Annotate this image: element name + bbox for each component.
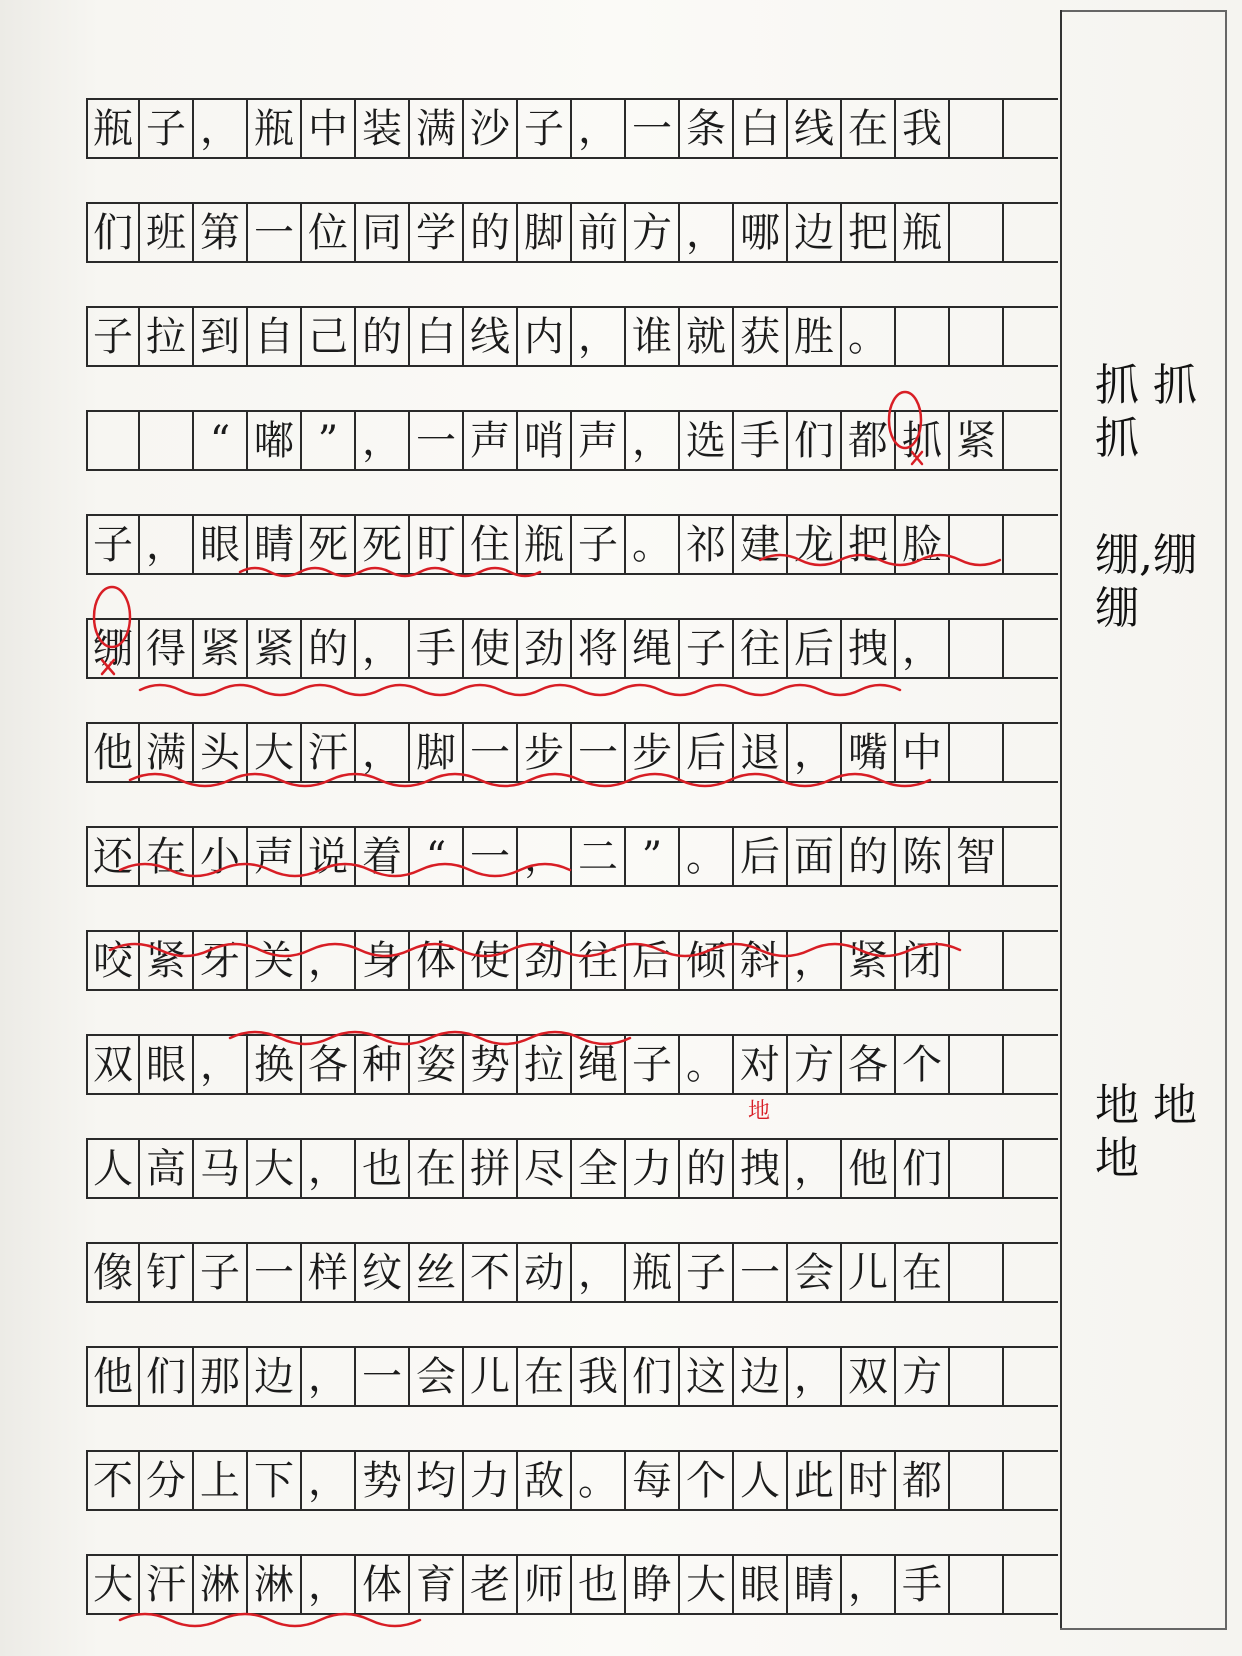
grid-cell: 换	[248, 1036, 302, 1093]
grid-cell: 全	[572, 1140, 626, 1197]
grid-cell: 人	[86, 1140, 140, 1197]
grid-cell: 姿	[410, 1036, 464, 1093]
grid-cell: 下	[248, 1452, 302, 1509]
grid-cell: 大	[86, 1556, 140, 1613]
grid-cell: ，	[842, 1556, 896, 1613]
grid-cell: ，	[788, 1140, 842, 1197]
grid-cell: 子	[680, 1244, 734, 1301]
grid-cell: 。	[680, 828, 734, 885]
grid-cell: 绷	[86, 620, 140, 677]
grid-cell: 盯	[410, 516, 464, 573]
grid-cell: 紧	[842, 932, 896, 989]
grid-cell: 各	[302, 1036, 356, 1093]
grid-cell: 。	[572, 1452, 626, 1509]
grid-cell: 方	[626, 204, 680, 261]
grid-cell: ，	[356, 412, 410, 469]
grid-cell: 大	[248, 724, 302, 781]
grid-cell: 像	[86, 1244, 140, 1301]
grid-cell	[950, 1348, 1004, 1405]
grid-cell: 一	[248, 204, 302, 261]
grid-cell: ，	[194, 100, 248, 157]
grid-cell: 谁	[626, 308, 680, 365]
grid-cell: 子	[86, 308, 140, 365]
grid-cell: 白	[734, 100, 788, 157]
grid-cell: 班	[140, 204, 194, 261]
grid-cell: 在	[896, 1244, 950, 1301]
grid-cell: 条	[680, 100, 734, 157]
grid-cell: 身	[356, 932, 410, 989]
grid-cell: 脸	[896, 516, 950, 573]
grid-cell: 紧	[248, 620, 302, 677]
margin-top-border	[1060, 10, 1227, 12]
grid-row	[86, 514, 1058, 575]
grid-cell: 分	[140, 1452, 194, 1509]
grid-cell: 时	[842, 1452, 896, 1509]
grid-cell: 沙	[464, 100, 518, 157]
margin-divider	[1060, 10, 1062, 1630]
grid-cell: 声	[248, 828, 302, 885]
grid-cell	[950, 308, 1004, 365]
grid-cell: 钉	[140, 1244, 194, 1301]
grid-cell: 边	[248, 1348, 302, 1405]
grid-cell: 的	[842, 828, 896, 885]
grid-cell: 闭	[896, 932, 950, 989]
grid-cell: 牙	[194, 932, 248, 989]
grid-cell: 对	[734, 1036, 788, 1093]
grid-cell: 龙	[788, 516, 842, 573]
grid-cell: 小	[194, 828, 248, 885]
grid-cell: ，	[302, 932, 356, 989]
grid-cell: 瓶	[896, 204, 950, 261]
grid-cell: 势	[356, 1452, 410, 1509]
grid-cell	[950, 724, 1004, 781]
grid-cell: 马	[194, 1140, 248, 1197]
grid-cell: 不	[464, 1244, 518, 1301]
red-annotation-de: 地	[748, 1099, 771, 1124]
grid-cell: 到	[194, 308, 248, 365]
grid-cell: ，	[680, 204, 734, 261]
grid-cell: ，	[140, 516, 194, 573]
writing-grid	[86, 64, 1058, 1624]
grid-cell: 中	[302, 100, 356, 157]
grid-cell: ，	[896, 620, 950, 677]
grid-cell: 丝	[410, 1244, 464, 1301]
grid-cell: 学	[410, 204, 464, 261]
grid-cell: 步	[518, 724, 572, 781]
grid-cell: 往	[572, 932, 626, 989]
grid-cell: 一	[248, 1244, 302, 1301]
grid-cell: 眼	[734, 1556, 788, 1613]
grid-cell: ，	[626, 412, 680, 469]
grid-cell: 手	[410, 620, 464, 677]
grid-cell: 瓶	[86, 100, 140, 157]
grid-cell: 子	[194, 1244, 248, 1301]
grid-cell: 瓶	[626, 1244, 680, 1301]
grid-cell: 同	[356, 204, 410, 261]
grid-cell: 方	[788, 1036, 842, 1093]
grid-row	[86, 98, 1058, 159]
grid-cell: 在	[410, 1140, 464, 1197]
grid-cell: 己	[302, 308, 356, 365]
grid-cell: 敌	[518, 1452, 572, 1509]
grid-cell: 。	[626, 516, 680, 573]
grid-cell	[950, 1452, 1004, 1509]
grid-cell: 自	[248, 308, 302, 365]
grid-cell: 我	[896, 100, 950, 157]
grid-cell: ，	[302, 1452, 356, 1509]
grid-cell: 将	[572, 620, 626, 677]
grid-cell: 们	[86, 204, 140, 261]
grid-row	[86, 826, 1058, 887]
grid-row	[86, 202, 1058, 263]
grid-cell: 动	[518, 1244, 572, 1301]
grid-cell: 子	[518, 100, 572, 157]
grid-cell: 们	[788, 412, 842, 469]
grid-row	[86, 1450, 1058, 1511]
grid-row	[86, 306, 1058, 367]
grid-cell: 手	[734, 412, 788, 469]
grid-cell: 着	[356, 828, 410, 885]
grid-cell: 抓	[896, 412, 950, 469]
grid-cell: 体	[410, 932, 464, 989]
grid-cell: 一	[356, 1348, 410, 1405]
grid-cell	[950, 1556, 1004, 1613]
grid-cell	[86, 412, 140, 469]
grid-cell: 哪	[734, 204, 788, 261]
grid-cell: 。	[680, 1036, 734, 1093]
grid-cell: 就	[680, 308, 734, 365]
grid-cell: 我	[572, 1348, 626, 1405]
grid-cell: 在	[842, 100, 896, 157]
correction-de: 地 地 地	[1095, 1080, 1197, 1184]
grid-cell: 建	[734, 516, 788, 573]
grid-cell: 胜	[788, 308, 842, 365]
grid-row	[86, 1138, 1058, 1199]
grid-cell: 嘴	[842, 724, 896, 781]
grid-cell: ，	[788, 724, 842, 781]
grid-cell: 陈	[896, 828, 950, 885]
grid-cell: 子	[86, 516, 140, 573]
grid-cell: 得	[140, 620, 194, 677]
grid-cell: 个	[896, 1036, 950, 1093]
grid-cell: ，	[356, 724, 410, 781]
grid-row	[86, 1242, 1058, 1303]
grid-cell: 边	[734, 1348, 788, 1405]
grid-cell: 内	[518, 308, 572, 365]
grid-cell: ，	[302, 1556, 356, 1613]
grid-cell: 的	[356, 308, 410, 365]
grid-cell: ，	[518, 828, 572, 885]
grid-cell: 紧	[140, 932, 194, 989]
grid-cell: 一	[734, 1244, 788, 1301]
grid-cell: 也	[572, 1556, 626, 1613]
grid-cell: 。	[842, 308, 896, 365]
grid-cell: 力	[464, 1452, 518, 1509]
grid-cell: 拉	[140, 308, 194, 365]
grid-cell: 劲	[518, 620, 572, 677]
grid-row	[86, 722, 1058, 783]
grid-cell: 人	[734, 1452, 788, 1509]
grid-cell	[950, 1244, 1004, 1301]
grid-cell: 嘟	[248, 412, 302, 469]
grid-cell: 脚	[518, 204, 572, 261]
grid-cell: 祁	[680, 516, 734, 573]
grid-cell: 第	[194, 204, 248, 261]
grid-row	[86, 618, 1058, 679]
grid-cell: 子	[626, 1036, 680, 1093]
grid-cell: 睛	[248, 516, 302, 573]
grid-cell: 一	[626, 100, 680, 157]
grid-cell: 的	[464, 204, 518, 261]
grid-row	[86, 410, 1058, 471]
grid-cell: ，	[572, 1244, 626, 1301]
grid-cell: 子	[572, 516, 626, 573]
grid-cell: 二	[572, 828, 626, 885]
grid-cell: 拽	[734, 1140, 788, 1197]
grid-cell: 瓶	[518, 516, 572, 573]
grid-cell: 高	[140, 1140, 194, 1197]
grid-cell: 双	[86, 1036, 140, 1093]
grid-cell	[896, 308, 950, 365]
grid-cell: 咬	[86, 932, 140, 989]
grid-cell: “	[194, 412, 248, 469]
grid-cell: 儿	[842, 1244, 896, 1301]
grid-cell: ，	[572, 308, 626, 365]
grid-cell	[950, 1036, 1004, 1093]
grid-cell: 还	[86, 828, 140, 885]
grid-cell: 一	[410, 412, 464, 469]
grid-cell	[950, 1140, 1004, 1197]
grid-cell	[950, 204, 1004, 261]
grid-cell: 往	[734, 620, 788, 677]
grid-cell: 一	[572, 724, 626, 781]
grid-cell: 拉	[518, 1036, 572, 1093]
grid-cell: 在	[140, 828, 194, 885]
grid-cell: 种	[356, 1036, 410, 1093]
grid-cell: 面	[788, 828, 842, 885]
grid-cell: 大	[680, 1556, 734, 1613]
grid-cell: 师	[518, 1556, 572, 1613]
grid-cell: 死	[302, 516, 356, 573]
grid-cell: 淋	[194, 1556, 248, 1613]
grid-cell	[140, 412, 194, 469]
grid-row	[86, 1554, 1058, 1615]
grid-cell: ，	[788, 932, 842, 989]
grid-cell: 使	[464, 620, 518, 677]
grid-cell: 也	[356, 1140, 410, 1197]
grid-cell: ，	[302, 1348, 356, 1405]
grid-cell: 后	[626, 932, 680, 989]
grid-cell: 紧	[194, 620, 248, 677]
grid-cell: 绳	[626, 620, 680, 677]
grid-cell: 白	[410, 308, 464, 365]
grid-cell: 上	[194, 1452, 248, 1509]
grid-cell: 斜	[734, 932, 788, 989]
grid-cell: ，	[572, 100, 626, 157]
grid-cell: 纹	[356, 1244, 410, 1301]
grid-cell: ，	[356, 620, 410, 677]
grid-cell: 他	[842, 1140, 896, 1197]
grid-cell: 中	[896, 724, 950, 781]
grid-cell: 满	[140, 724, 194, 781]
grid-cell	[950, 932, 1004, 989]
grid-cell: 双	[842, 1348, 896, 1405]
grid-cell: 声	[464, 412, 518, 469]
grid-cell: 育	[410, 1556, 464, 1613]
grid-cell: ”	[626, 828, 680, 885]
grid-cell: 拼	[464, 1140, 518, 1197]
grid-cell: 瓶	[248, 100, 302, 157]
grid-cell: 线	[788, 100, 842, 157]
grid-cell: 此	[788, 1452, 842, 1509]
grid-cell: 的	[302, 620, 356, 677]
grid-cell: 均	[410, 1452, 464, 1509]
grid-cell: 使	[464, 932, 518, 989]
grid-row	[86, 1034, 1058, 1095]
grid-cell	[950, 620, 1004, 677]
grid-cell: 淋	[248, 1556, 302, 1613]
grid-cell: 把	[842, 516, 896, 573]
grid-cell: 关	[248, 932, 302, 989]
grid-cell: 汗	[302, 724, 356, 781]
grid-cell: 各	[842, 1036, 896, 1093]
grid-cell: 后	[788, 620, 842, 677]
grid-cell: 倾	[680, 932, 734, 989]
grid-cell: 智	[950, 828, 1004, 885]
grid-cell: 哨	[518, 412, 572, 469]
grid-cell: 们	[896, 1140, 950, 1197]
page-right-border	[1225, 10, 1227, 1630]
grid-cell: 拽	[842, 620, 896, 677]
grid-cell: 步	[626, 724, 680, 781]
grid-cell: 选	[680, 412, 734, 469]
grid-row	[86, 1346, 1058, 1407]
grid-cell: 装	[356, 100, 410, 157]
grid-cell: ，	[194, 1036, 248, 1093]
grid-cell: 声	[572, 412, 626, 469]
grid-cell: 眼	[140, 1036, 194, 1093]
grid-cell: 方	[896, 1348, 950, 1405]
grid-cell: 们	[626, 1348, 680, 1405]
grid-row	[86, 930, 1058, 991]
grid-cell: ，	[302, 1140, 356, 1197]
grid-cell	[950, 516, 1004, 573]
grid-cell: 劲	[518, 932, 572, 989]
grid-cell: 一	[464, 828, 518, 885]
grid-cell: 那	[194, 1348, 248, 1405]
grid-cell: 势	[464, 1036, 518, 1093]
grid-cell: 都	[896, 1452, 950, 1509]
grid-cell: 个	[680, 1452, 734, 1509]
correction-zhua: 抓 抓 抓	[1095, 360, 1197, 464]
grid-cell: 儿	[464, 1348, 518, 1405]
grid-cell: ，	[788, 1348, 842, 1405]
grid-cell: 不	[86, 1452, 140, 1509]
grid-cell: 子	[140, 100, 194, 157]
grid-cell: 的	[680, 1140, 734, 1197]
grid-cell: 体	[356, 1556, 410, 1613]
grid-cell: 老	[464, 1556, 518, 1613]
grid-cell: ”	[302, 412, 356, 469]
grid-cell: 满	[410, 100, 464, 157]
grid-cell: 睁	[626, 1556, 680, 1613]
grid-cell: 退	[734, 724, 788, 781]
grid-cell: 会	[410, 1348, 464, 1405]
grid-cell: 大	[248, 1140, 302, 1197]
grid-cell: 紧	[950, 412, 1004, 469]
grid-cell	[950, 100, 1004, 157]
grid-cell: 睛	[788, 1556, 842, 1613]
grid-cell: 样	[302, 1244, 356, 1301]
grid-cell: 线	[464, 308, 518, 365]
grid-cell: 力	[626, 1140, 680, 1197]
grid-cell: 尽	[518, 1140, 572, 1197]
grid-cell: 死	[356, 516, 410, 573]
grid-cell: “	[410, 828, 464, 885]
grid-cell: 后	[734, 828, 788, 885]
margin-bottom-border	[1060, 1628, 1227, 1630]
grid-cell: 边	[788, 204, 842, 261]
grid-cell: 脚	[410, 724, 464, 781]
grid-cell: 他	[86, 724, 140, 781]
grid-cell: 把	[842, 204, 896, 261]
grid-cell: 手	[896, 1556, 950, 1613]
grid-cell: 每	[626, 1452, 680, 1509]
grid-cell: 绳	[572, 1036, 626, 1093]
grid-cell: 一	[464, 724, 518, 781]
grid-cell: 汗	[140, 1556, 194, 1613]
grid-cell: 都	[842, 412, 896, 469]
grid-cell: 子	[680, 620, 734, 677]
grid-cell: 后	[680, 724, 734, 781]
grid-cell: 说	[302, 828, 356, 885]
grid-cell: 获	[734, 308, 788, 365]
grid-cell: 眼	[194, 516, 248, 573]
grid-cell: 头	[194, 724, 248, 781]
correction-beng: 绷,绷 绷	[1095, 530, 1197, 634]
grid-cell: 位	[302, 204, 356, 261]
grid-cell: 住	[464, 516, 518, 573]
grid-cell: 会	[788, 1244, 842, 1301]
grid-cell: 这	[680, 1348, 734, 1405]
grid-cell: 在	[518, 1348, 572, 1405]
grid-cell: 前	[572, 204, 626, 261]
grid-cell: 们	[140, 1348, 194, 1405]
grid-cell: 他	[86, 1348, 140, 1405]
